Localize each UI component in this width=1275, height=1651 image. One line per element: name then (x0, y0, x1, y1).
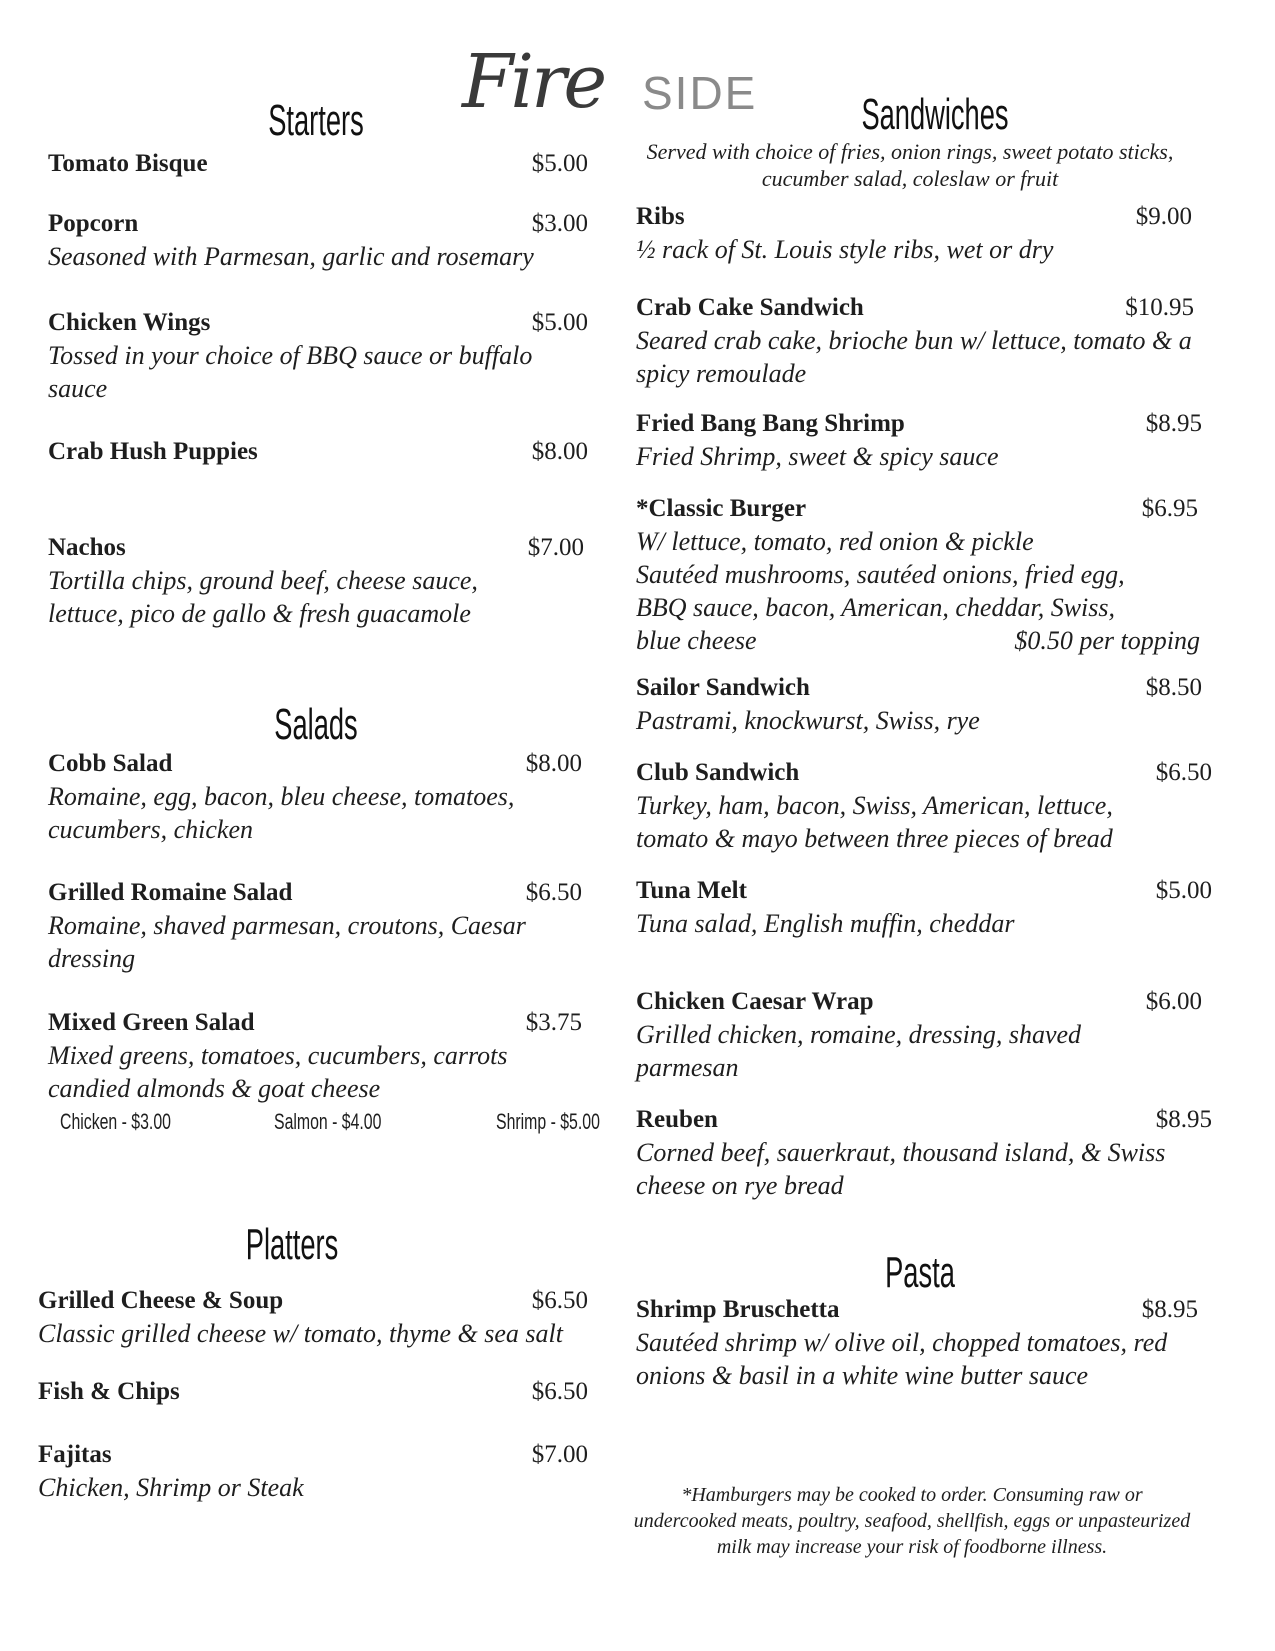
item-name: Chicken Caesar Wrap (636, 988, 874, 1015)
menu-item (38, 1439, 588, 1504)
item-name: Cobb Salad (48, 750, 173, 777)
item-price: $3.00 (531, 210, 588, 237)
menu-item (636, 1104, 1212, 1202)
item-description: Turkey, ham, bacon, Swiss, American, lettuce, tomato & mayo between three pieces of bread (636, 791, 1113, 853)
menu-item (48, 148, 588, 180)
item-name: Tomato Bisque (48, 150, 208, 177)
sandwiches-heading: Sandwiches (861, 90, 1009, 139)
logo-side-text: SIDE (642, 67, 758, 119)
item-description: Mixed greens, tomatoes, cucumbers, carrots candied almonds & goat cheese (48, 1041, 508, 1103)
item-name: Nachos (48, 534, 126, 561)
menu-item (48, 436, 588, 468)
pasta-heading: Pasta (885, 1248, 955, 1297)
item-description: Tossed in your choice of BBQ sauce or buffalo sauce (48, 341, 533, 403)
item-name: Grilled Romaine Salad (48, 879, 293, 906)
item-name: Reuben (636, 1106, 718, 1133)
item-description: Fried Shrimp, sweet & spicy sauce (636, 442, 999, 471)
item-price: $6.50 (531, 1287, 588, 1314)
item-description: Seared crab cake, brioche bun w/ lettuce, tomato & a spicy remoulade (636, 326, 1192, 388)
item-price: $10.95 (1125, 294, 1194, 321)
menu-item (48, 307, 588, 405)
item-name: Tuna Melt (636, 877, 747, 904)
burger-toppings-last: blue cheese (636, 626, 757, 655)
item-description: Romaine, egg, bacon, bleu cheese, tomatoes, cucumbers, chicken (48, 782, 515, 844)
menu-item (636, 292, 1204, 390)
item-name: Chicken Wings (48, 309, 211, 336)
item-name: Club Sandwich (636, 759, 800, 786)
item-price: $3.75 (525, 1009, 582, 1036)
item-price: $6.50 (1155, 759, 1212, 786)
platters-heading: Platters (245, 1220, 339, 1269)
item-description: Corned beef, sauerkraut, thousand island, & Swiss cheese on rye bread (636, 1138, 1166, 1200)
item-price: $9.00 (1135, 203, 1192, 230)
menu-item (636, 493, 1204, 657)
item-description: ½ rack of St. Louis style ribs, wet or dry (636, 235, 1054, 264)
item-price: $8.95 (1145, 410, 1202, 437)
item-name: Crab Cake Sandwich (636, 294, 864, 321)
menu-item (636, 408, 1204, 473)
sandwiches-subnote: Served with choice of fries, onion rings, sweet potato sticks, cucumber salad, coleslaw or fruit (646, 139, 1174, 191)
item-name: Fajitas (38, 1441, 112, 1468)
menu-item (48, 208, 588, 273)
item-price: $8.00 (531, 438, 588, 465)
menu-item (48, 1007, 582, 1105)
logo-fire-text: Fire (462, 39, 605, 125)
item-price: $6.95 (1141, 495, 1198, 522)
addon-salmon: Salmon - $4.00 (274, 1109, 382, 1134)
item-name: Ribs (636, 203, 685, 230)
item-price: $6.50 (525, 879, 582, 906)
item-price: $5.00 (531, 309, 588, 336)
item-price: $8.50 (1145, 674, 1202, 701)
health-disclaimer: *Hamburgers may be cooked to order. Consuming raw or undercooked meats, poultry, seafood, shellfish, eggs or unpasteurized milk may increase your risk of foodborne illness. (633, 1484, 1191, 1558)
item-name: Crab Hush Puppies (48, 438, 258, 465)
topping-price: $0.50 per topping (1014, 626, 1200, 655)
menu-item (636, 757, 1212, 855)
item-price: $5.00 (1155, 877, 1212, 904)
item-price: $8.00 (525, 750, 582, 777)
menu-item (636, 1294, 1204, 1392)
item-price: $6.50 (531, 1378, 588, 1405)
item-description: Grilled chicken, romaine, dressing, shaved parmesan (636, 1020, 1082, 1082)
item-description: Tortilla chips, ground beef, cheese sauce, lettuce, pico de gallo & fresh guacamole (48, 566, 478, 628)
item-description: Pastrami, knockwurst, Swiss, rye (636, 706, 980, 735)
item-price: $8.95 (1141, 1296, 1198, 1323)
menu-item (48, 532, 584, 630)
addon-chicken: Chicken - $3.00 (60, 1109, 171, 1134)
item-name: Fish & Chips (38, 1378, 180, 1405)
starters-heading: Starters (268, 96, 364, 145)
menu-item (48, 877, 582, 975)
item-price: $7.00 (531, 1441, 588, 1468)
item-description: Tuna salad, English muffin, cheddar (636, 909, 1015, 938)
burger-toppings: Sautéed mushrooms, sautéed onions, fried egg, BBQ sauce, bacon, American, cheddar, Swiss, (636, 560, 1125, 622)
item-price: $6.00 (1145, 988, 1202, 1015)
salads-heading: Salads (274, 700, 358, 749)
menu-item (38, 1285, 588, 1350)
menu-item (636, 875, 1212, 940)
menu-item (636, 672, 1204, 737)
menu-item (48, 748, 582, 846)
item-name: Mixed Green Salad (48, 1009, 255, 1036)
item-description: Sautéed shrimp w/ olive oil, chopped tomatoes, red onions & basil in a white wine butter sauce (636, 1328, 1168, 1390)
item-description: W/ lettuce, tomato, red onion & pickle (636, 527, 1034, 556)
item-description: Classic grilled cheese w/ tomato, thyme & sea salt (38, 1319, 563, 1348)
item-price: $8.95 (1155, 1106, 1212, 1133)
item-description: Chicken, Shrimp or Steak (38, 1473, 304, 1502)
addon-shrimp: Shrimp - $5.00 (496, 1109, 600, 1134)
item-price: $7.00 (527, 534, 584, 561)
item-description: Romaine, shaved parmesan, croutons, Caesar dressing (48, 911, 526, 973)
menu-item (636, 986, 1204, 1084)
item-name: Grilled Cheese & Soup (38, 1287, 284, 1314)
item-name: Sailor Sandwich (636, 674, 810, 701)
item-name: Shrimp Bruschetta (636, 1296, 840, 1323)
salad-addons (60, 1108, 600, 1142)
item-description: Seasoned with Parmesan, garlic and rosemary (48, 242, 534, 271)
menu-item (38, 1376, 588, 1408)
fireside-logo (462, 39, 792, 125)
item-name: *Classic Burger (636, 495, 807, 522)
menu-item (636, 201, 1192, 266)
item-price: $5.00 (531, 150, 588, 177)
item-name: Fried Bang Bang Shrimp (636, 410, 905, 437)
item-name: Popcorn (48, 210, 139, 237)
